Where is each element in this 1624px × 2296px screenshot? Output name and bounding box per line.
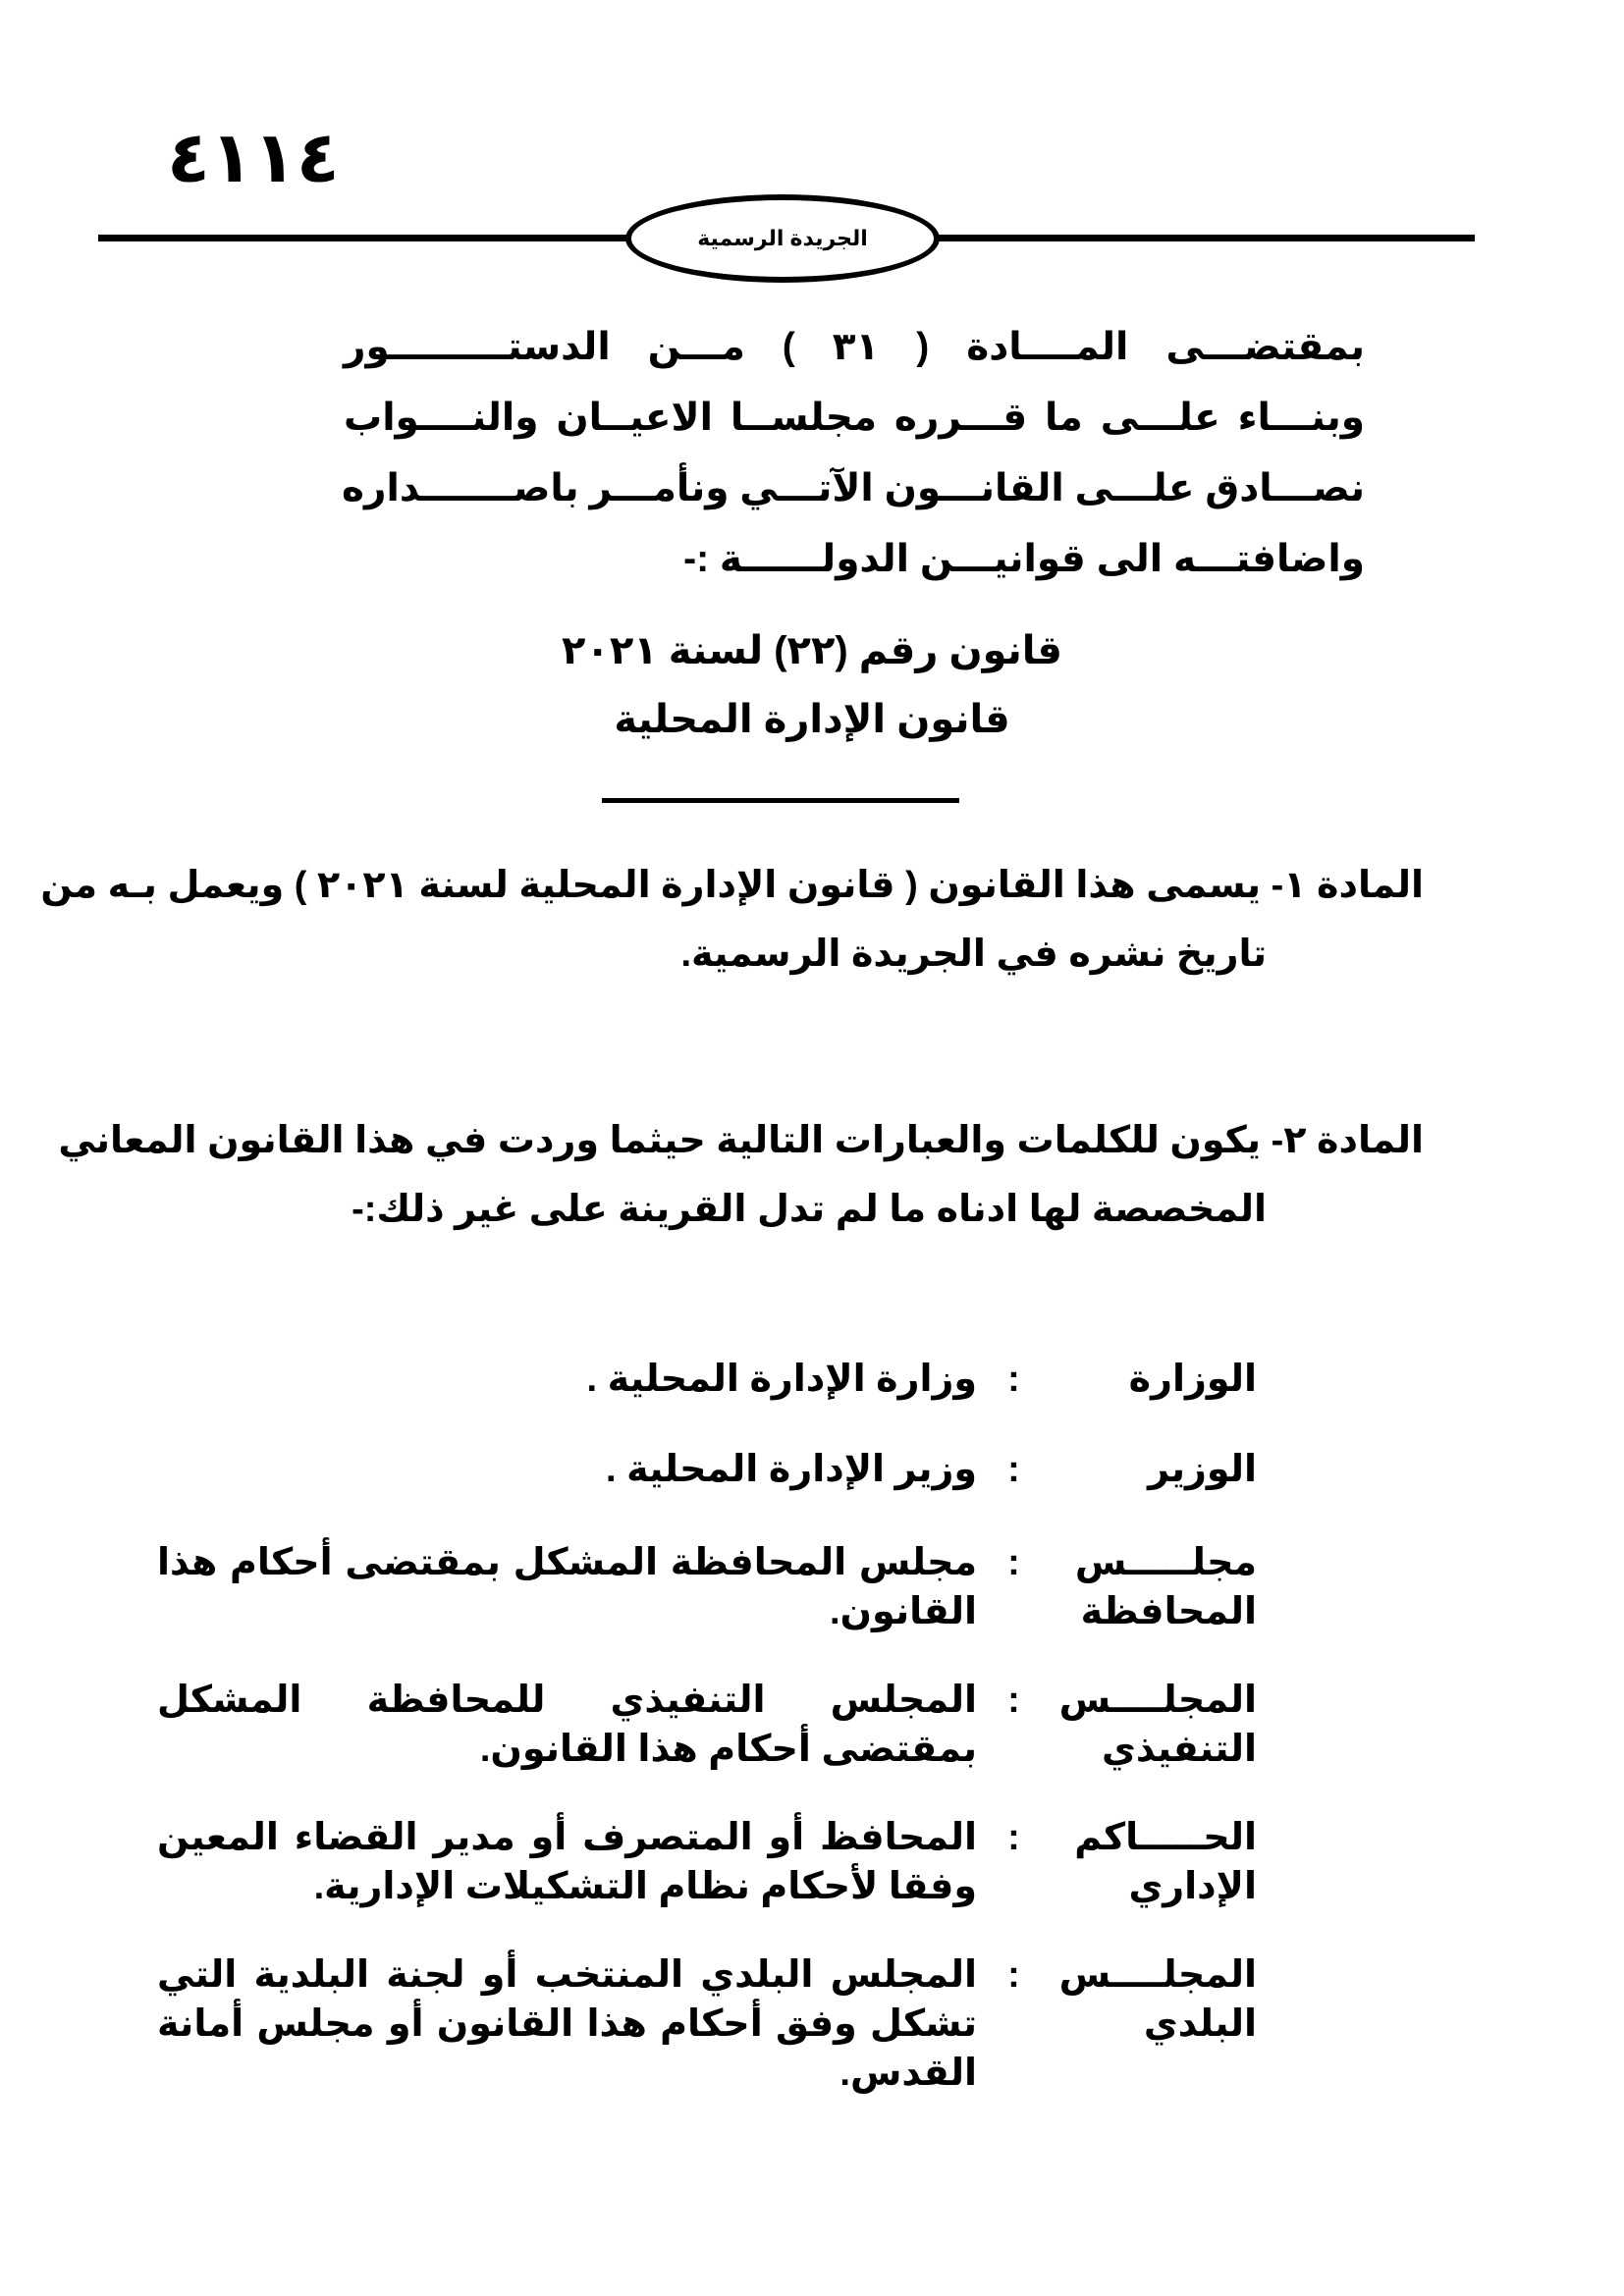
- article-line: المخصصة لها ادناه ما لم تدل القرينة على غير ذلك:-: [352, 1189, 1267, 1230]
- definition-text: وزارة الإدارة المحلية .: [586, 1359, 977, 1400]
- definitions-list: [157, 1355, 1257, 2108]
- gazette-name: الجريدة الرسمية: [697, 226, 868, 250]
- definition-term: مجلـــــس المحافظة: [1074, 1542, 1257, 1632]
- preamble-line: بمقتضـــى المــــادة ( ٣١ ) مـــن الدستـــــــــور: [344, 326, 1365, 368]
- definition-row: [157, 1538, 1257, 1676]
- definition-term: المجلــــس التنفيذي: [1058, 1680, 1257, 1770]
- definition-row: [157, 1950, 1257, 2108]
- definition-colon: :: [1007, 1680, 1020, 1721]
- definition-row: [157, 1445, 1257, 1538]
- article-1: [40, 851, 1424, 988]
- definition-row: [157, 1355, 1257, 1445]
- definition-colon: :: [1007, 1542, 1020, 1583]
- article-line: المادة ١- يسمى هذا القانون ( قانون الإدارة المحلية لسنة ٢٠٢١ ) ويعمل بـه من: [40, 865, 1424, 906]
- article-2: [58, 1106, 1424, 1244]
- definition-text: المجلس التنفيذي للمحافظة المشكل بمقتضى أحكام هذا القانون.: [157, 1680, 977, 1770]
- definition-colon: :: [1007, 1359, 1020, 1400]
- definition-term: الحـــــاكم الإداري: [1074, 1817, 1257, 1907]
- law-number-title: قانون رقم (٢٢) لسنة ٢٠٢١: [562, 629, 1062, 672]
- definition-colon: :: [1007, 1954, 1020, 1996]
- article-line: تاريخ نشره في الجريدة الرسمية.: [680, 934, 1267, 975]
- definition-term: الوزارة: [1128, 1359, 1257, 1400]
- definition-colon: :: [1007, 1449, 1020, 1490]
- definition-row: [157, 1813, 1257, 1950]
- law-name-title: قانون الإدارة المحلية: [614, 698, 1010, 741]
- definition-text: مجلس المحافظة المشكل بمقتضى أحكام هذا القانون.: [157, 1542, 977, 1632]
- definition-row: [157, 1676, 1257, 1813]
- definition-colon: :: [1007, 1817, 1020, 1858]
- article-line: المادة ٢- يكون للكلمات والعبارات التالية حيثما وردت في هذا القانون المعاني: [58, 1120, 1424, 1161]
- definition-term: الوزير: [1148, 1449, 1257, 1490]
- definition-text: المجلس البلدي المنتخب أو لجنة البلدية التي تشكل وفق أحكام هذا القانون أو مجلس أمانة القدس.: [157, 1954, 977, 2094]
- preamble-line: واضافتـــه الى قوانيـــن الدولــــــة :-: [683, 538, 1365, 580]
- definition-text: المحافظ أو المتصرف أو مدير القضاء المعين وفقا لأحكام نظام التشكيلات الإدارية.: [157, 1817, 977, 1907]
- definition-term: المجلــــس البلدي: [1058, 1954, 1257, 2045]
- title-divider: [602, 798, 959, 803]
- preamble: [344, 312, 1365, 595]
- definition-text: وزير الإدارة المحلية .: [605, 1449, 977, 1490]
- page-number: ٤١١٤: [167, 119, 340, 197]
- preamble-line: نصـــادق علـــى القانـــون الآتـــي ونأمـــر باصـــــــداره: [342, 467, 1365, 509]
- gazette-name-oval: [625, 194, 940, 283]
- preamble-line: وبنـــاء علـــى ما قـــرره مجلســا الاعيــان والنــــواب: [344, 397, 1365, 439]
